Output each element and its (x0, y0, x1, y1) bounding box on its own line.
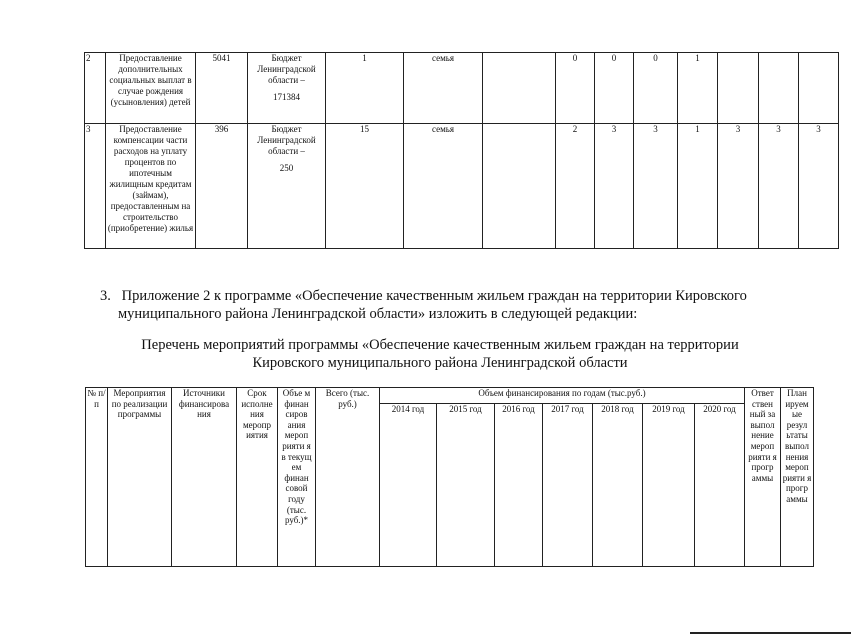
col-results: План ируем ые резул ьтаты выпол нения мероп рияти я прогр аммы (781, 388, 814, 567)
row-number: 2 (85, 53, 106, 124)
year-value: 3 (799, 124, 839, 249)
budget-source-label: Бюджет Ленинградской области – (257, 124, 316, 156)
col-year: 2017 год (543, 404, 593, 567)
paragraph-line-1: Приложение 2 к программе «Обеспечение качественным жильем граждан на территории Кировского (121, 288, 747, 304)
year-value: 3 (718, 124, 759, 249)
top-table (84, 52, 839, 249)
event-name: Предоставление компенсации части расходов на уплату процентов по ипотечным жилищным кредитам (займам), предоставленным на строительство (приобретение) жилья (106, 124, 196, 249)
year-value: 0 (595, 53, 634, 124)
year-value (799, 53, 839, 124)
col-sources: Источники финансирова ния (172, 388, 237, 567)
col-year: 2015 год (437, 404, 495, 567)
year-value: 3 (595, 124, 634, 249)
event-code: 5041 (196, 53, 248, 124)
table-row (85, 124, 839, 249)
col-year: 2018 год (593, 404, 643, 567)
col-year: 2019 год (643, 404, 695, 567)
quantity: 1 (326, 53, 404, 124)
budget-source-label: Бюджет Ленинградской области – (257, 53, 316, 85)
year-value: 3 (634, 124, 678, 249)
table-row (85, 53, 839, 124)
col-years-header: Объем финансирования по годам (тыс.руб.) (380, 388, 745, 404)
col-current-year-volume: Объе м финан сиров ания мероп рияти я в текущ ем финан совой году (тыс. руб.)* (278, 388, 316, 567)
heading-line-2: Кировского муниципального района Ленинградской области (252, 355, 628, 371)
blank-cell (483, 53, 556, 124)
amendment-paragraph (100, 287, 800, 323)
year-value: 0 (634, 53, 678, 124)
list-heading (80, 336, 800, 372)
budget-amount: 250 (279, 163, 294, 173)
col-year: 2016 год (495, 404, 543, 567)
budget-source (248, 124, 326, 249)
col-year: 2014 год (380, 404, 437, 567)
event-code: 396 (196, 124, 248, 249)
year-value: 1 (678, 53, 718, 124)
scan-edge-line (690, 632, 851, 634)
col-events: Мероприятия по реализации программы (108, 388, 172, 567)
year-value: 2 (556, 124, 595, 249)
heading-line-1: Перечень мероприятий программы «Обеспечение качественным жильем граждан на территории (141, 337, 739, 353)
event-name: Предоставление дополнительных социальных выплат в случае рождения (усыновления) детей (106, 53, 196, 124)
col-total: Всего (тыс. руб.) (316, 388, 380, 567)
quantity: 15 (326, 124, 404, 249)
events-table (85, 387, 814, 567)
year-value: 3 (759, 124, 799, 249)
year-value (759, 53, 799, 124)
col-responsible: Ответ ствен ный за выпол нение мероп рияти я прогр аммы (745, 388, 781, 567)
year-value (718, 53, 759, 124)
year-value: 0 (556, 53, 595, 124)
budget-source (248, 53, 326, 124)
paragraph-number: 3. (100, 288, 111, 304)
col-year: 2020 год (695, 404, 745, 567)
unit: семья (404, 124, 483, 249)
col-number: № п/п (86, 388, 108, 567)
paragraph-line-2: муниципального района Ленинградской области» изложить в следующей редакции: (118, 306, 638, 322)
blank-cell (483, 124, 556, 249)
header-row (86, 388, 814, 404)
col-term: Срок исполне ния меропр иятия (237, 388, 278, 567)
year-value: 1 (678, 124, 718, 249)
budget-amount: 171384 (273, 92, 300, 102)
unit: семья (404, 53, 483, 124)
row-number: 3 (85, 124, 106, 249)
